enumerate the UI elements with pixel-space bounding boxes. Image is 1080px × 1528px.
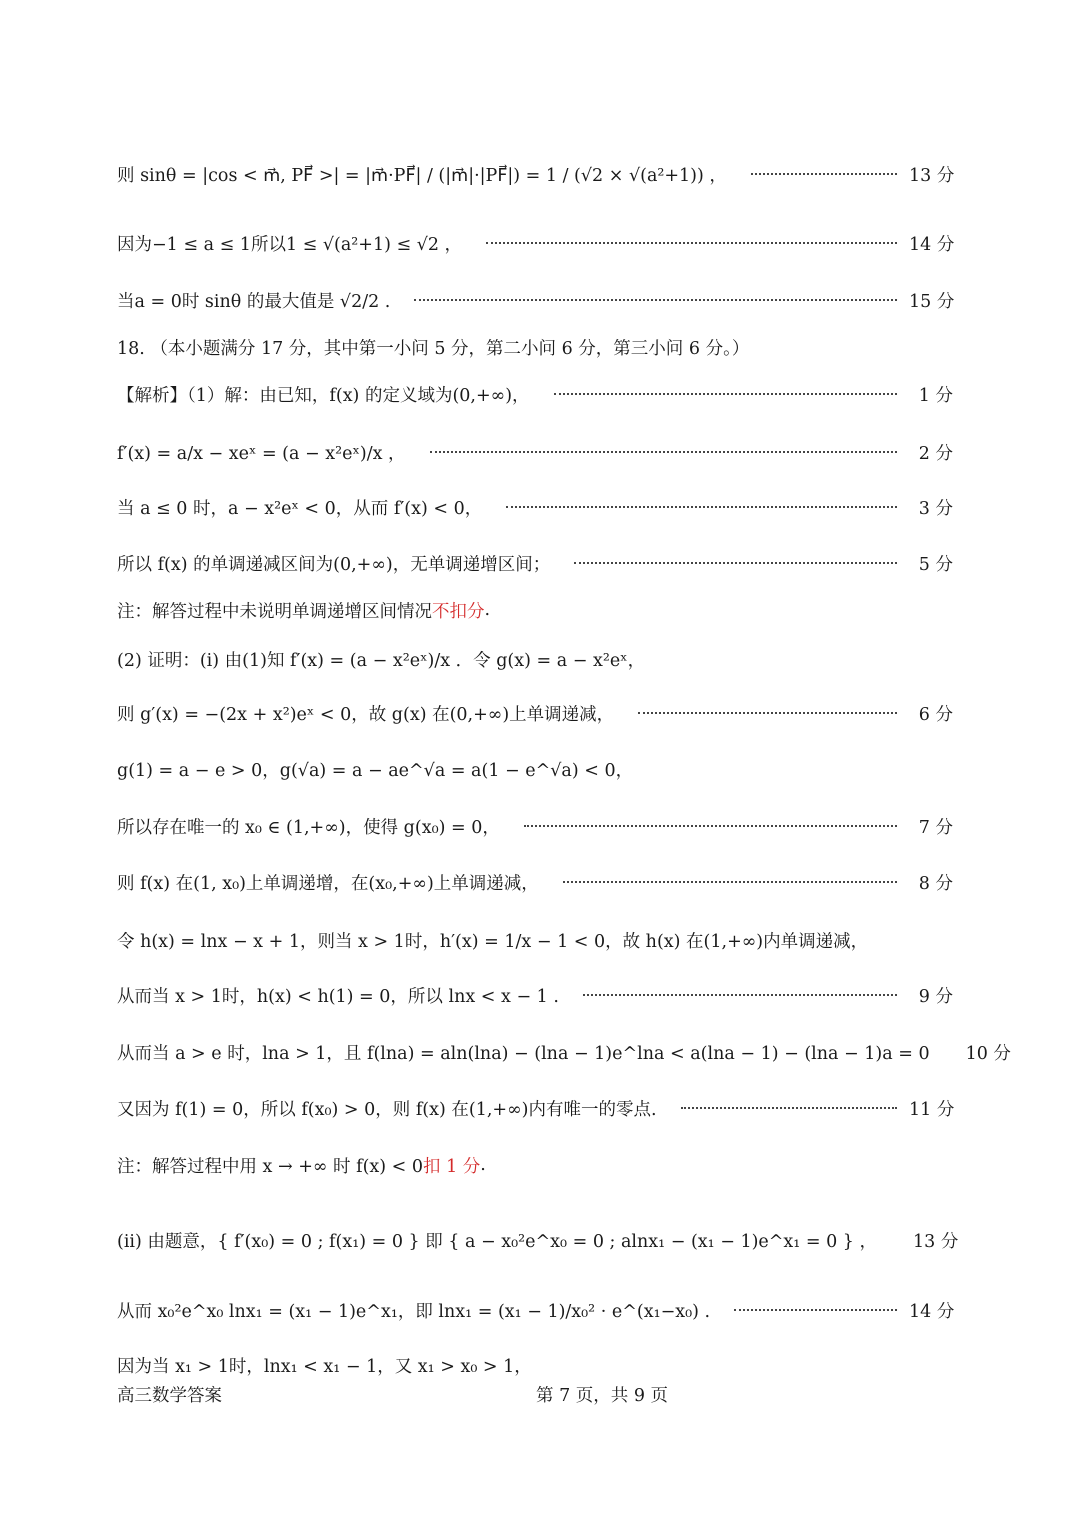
dotted-leader bbox=[554, 393, 897, 395]
dotted-leader bbox=[734, 1309, 897, 1311]
score-label: 2 分 bbox=[918, 443, 953, 464]
line-text: 从而当 x > 1时，h(x) < h(1) = 0，所以 lnx < x − 1 . bbox=[117, 986, 559, 1007]
score-label: 8 分 bbox=[918, 873, 953, 894]
line-text: (2) 证明：(i) 由(1)知 f′(x) = (a − x²eˣ)/x ．令 g(x) = a − x²eˣ， bbox=[117, 650, 646, 671]
score-label: 3 分 bbox=[918, 498, 953, 519]
answer-line bbox=[117, 918, 953, 962]
line-text: 从而 x₀²e^x₀ lnx₁ = (x₁ − 1)e^x₁，即 lnx₁ = (x₁ − 1)/x₀² · e^(x₁−x₀) . bbox=[117, 1301, 711, 1322]
line-text: 注：解答过程中未说明单调递增区间情况 bbox=[117, 601, 432, 622]
footer-page-number: 第 7 页，共 9 页 bbox=[536, 1386, 669, 1406]
deduction-note: 不扣分 bbox=[432, 601, 485, 622]
line-text: 因为−1 ≤ a ≤ 1所以1 ≤ √(a²+1) ≤ √2 ， bbox=[117, 234, 463, 255]
line-text: f′(x) = a/x − xeˣ = (a − x²eˣ)/x ， bbox=[117, 443, 406, 464]
score-label: 7 分 bbox=[918, 817, 953, 838]
answer-line bbox=[117, 1286, 953, 1334]
score-label: 13 分 bbox=[909, 165, 955, 186]
line-text: 注：解答过程中用 x → +∞ 时 f(x) < 0 bbox=[117, 1156, 424, 1177]
score-label: 13 分 bbox=[913, 1231, 959, 1252]
answer-line bbox=[117, 975, 953, 1015]
score-label: 10 分 bbox=[965, 1043, 1011, 1064]
dotted-leader bbox=[681, 1107, 897, 1109]
dotted-leader bbox=[563, 881, 897, 883]
score-label: 1 分 bbox=[918, 385, 953, 406]
answer-line bbox=[117, 327, 953, 367]
line-text: 当a = 0时 sinθ 的最大值是 √2/2 . bbox=[117, 291, 391, 312]
dotted-leader bbox=[486, 242, 897, 244]
line-text: 因为当 x₁ > 1时，lnx₁ < x₁ − 1，又 x₁ > x₀ > 1， bbox=[117, 1356, 532, 1377]
dotted-leader bbox=[414, 299, 897, 301]
answer-line bbox=[117, 637, 953, 681]
line-text: 18. （本小题满分 17 分，其中第一小问 5 分，第二小问 6 分，第三小问 6 分。） bbox=[117, 338, 750, 359]
score-label: 15 分 bbox=[909, 291, 955, 312]
line-text: 又因为 f(1) = 0，所以 f(x₀) > 0，则 f(x) 在(1,+∞)内有唯一的零点. bbox=[117, 1099, 657, 1120]
answer-line bbox=[117, 862, 953, 902]
score-label: 6 分 bbox=[918, 704, 953, 725]
dotted-leader bbox=[574, 562, 897, 564]
answer-line bbox=[117, 693, 953, 733]
dotted-leader bbox=[430, 451, 897, 453]
answer-line bbox=[117, 152, 953, 196]
score-label: 14 分 bbox=[909, 1301, 955, 1322]
line-text: 所以存在唯一的 x₀ ∈ (1,+∞)，使得 g(x₀) = 0， bbox=[117, 817, 500, 838]
line-text: 则 g′(x) = −(2x + x²)eˣ < 0，故 g(x) 在(0,+∞)上单调递减， bbox=[117, 704, 615, 725]
line-text: 所以 f(x) 的单调递减区间为(0,+∞)，无单调递增区间； bbox=[117, 554, 551, 575]
line-text: 【解析】（1）解：由已知，f(x) 的定义域为(0,+∞)， bbox=[117, 385, 530, 406]
answer-line bbox=[117, 430, 953, 474]
answer-line bbox=[117, 543, 953, 583]
score-label: 11 分 bbox=[909, 1099, 955, 1120]
answer-line bbox=[117, 1212, 959, 1268]
answer-line bbox=[117, 280, 953, 320]
score-label: 5 分 bbox=[918, 554, 953, 575]
line-text: 从而当 a > e 时，lna > 1，且 f(lna) = aln(lna) − (lna − 1)e^lna < a(lna − 1) − (lna − 1)a = 0 bbox=[117, 1043, 930, 1064]
answer-line bbox=[117, 1145, 953, 1185]
line-tail: . bbox=[480, 1155, 486, 1175]
score-label: 14 分 bbox=[909, 234, 955, 255]
line-text: (ii) 由题意，{ f′(x₀) = 0 ; f(x₁) = 0 } 即 { a − x₀²e^x₀ = 0 ; alnx₁ − (x₁ − 1)e^x₁ = 0 } ， bbox=[117, 1231, 877, 1252]
line-text: g(1) = a − e > 0，g(√a) = a − ae^√a = a(1 − e^√a) < 0， bbox=[117, 760, 634, 781]
answer-line bbox=[117, 590, 953, 630]
deduction-note: 扣 1 分 bbox=[423, 1156, 481, 1177]
line-text: 当 a ≤ 0 时，a − x²eˣ < 0，从而 f′(x) < 0， bbox=[117, 498, 483, 519]
line-text: 则 f(x) 在(1, x₀)上单调递增，在(x₀,+∞)上单调递减， bbox=[117, 873, 539, 894]
dotted-leader bbox=[751, 173, 897, 175]
line-tail: . bbox=[484, 600, 491, 620]
score-label: 9 分 bbox=[918, 986, 953, 1007]
answer-line bbox=[117, 374, 953, 414]
answer-line bbox=[117, 806, 953, 846]
dotted-leader bbox=[524, 825, 897, 827]
dotted-leader bbox=[506, 506, 897, 508]
line-text: 令 h(x) = lnx − x + 1，则当 x > 1时，h′(x) = 1/x − 1 < 0，故 h(x) 在(1,+∞)内单调递减， bbox=[117, 931, 869, 952]
footer-left: 高三数学答案 bbox=[117, 1386, 222, 1406]
answer-line bbox=[117, 749, 953, 789]
answer-line bbox=[117, 1345, 953, 1385]
answer-line bbox=[117, 1032, 1011, 1072]
answer-line bbox=[117, 223, 953, 263]
answer-line bbox=[117, 487, 953, 527]
dotted-leader bbox=[583, 994, 897, 996]
line-text: 则 sinθ = |cos < m⃗, PF⃗ >| = |m⃗·PF⃗| / (|m⃗|·|PF⃗|) = 1 / (√2 × √(a²+1)) ， bbox=[117, 165, 727, 186]
dotted-leader bbox=[638, 712, 897, 714]
answer-line bbox=[117, 1088, 953, 1128]
